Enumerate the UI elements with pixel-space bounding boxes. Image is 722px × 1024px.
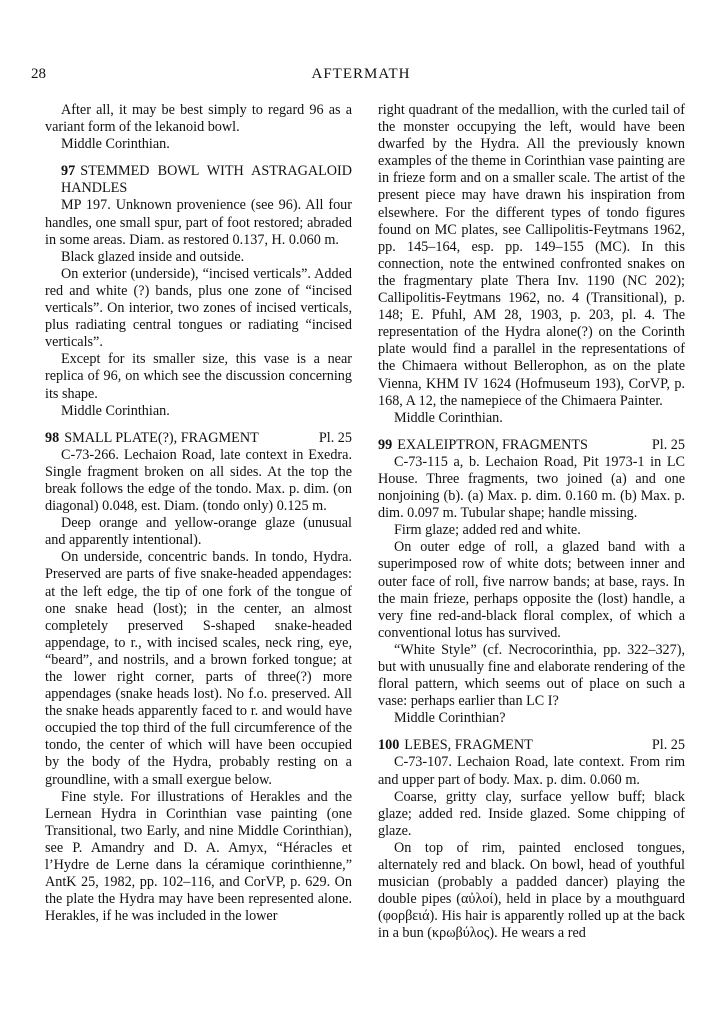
paragraph: Middle Corinthian. xyxy=(61,136,170,153)
paragraph: C-73-115 a, b. Lechaion Road, Pit 1973-1 in LC House. Three fragments, two joined (a) and one nonjoining (b). (a) Max. p. dim. 0.160 m. (b) Max. p. dim. 0.097 m. Tubular shape; handle missing. xyxy=(378,453,685,522)
paragraph: Middle Corinthian. xyxy=(61,402,170,419)
paragraph: Firm glaze; added red and white. xyxy=(394,522,581,539)
entry-number: 100 xyxy=(378,737,400,754)
entry-heading-98 xyxy=(45,430,352,447)
running-title: AFTERMATH xyxy=(311,66,411,82)
paragraph: On outer edge of roll, a glazed band with a superimposed row of white dots; between inner and outer face of roll, five narrow bands; at base, rays. In the main frieze, perhaps opposite the (lost) handle, a very fine red-and-black floral complex, of which a conventional lotus has survived. xyxy=(378,539,685,641)
entry-heading-99 xyxy=(378,437,685,454)
paragraph: “White Style” (cf. Necrocorinthia, pp. 322–327), but with unusually fine and elaborate rendering of the floral pattern, which seems out of place on such a vase: perhaps earlier than LC I? xyxy=(378,641,685,710)
paragraph: Middle Corinthian. xyxy=(394,409,503,426)
right-column xyxy=(378,102,685,943)
entry-title: SMALL PLATE(?), FRAGMENT xyxy=(64,429,259,446)
paragraph: Black glazed inside and outside. xyxy=(61,248,245,265)
entry-number: 99 xyxy=(378,436,393,453)
entry-number: 97 xyxy=(61,163,76,180)
plate-reference: Pl. 25 xyxy=(651,436,685,453)
entry-heading-100 xyxy=(378,737,685,754)
paragraph: MP 197. Unknown provenience (see 96). All four handles, one small spur, part of foot restored; abraded in some areas. Diam. as restored 0.137, H. 0.060 m. xyxy=(45,197,352,248)
page-header xyxy=(0,66,722,90)
entry-title: STEMMED BOWL WITH ASTRAGALOID HANDLES xyxy=(61,163,352,197)
paragraph: Except for its smaller size, this vase is a near replica of 96, on which see the discussion concerning its shape. xyxy=(45,351,352,402)
paragraph: C-73-266. Lechaion Road, late context in Exedra. Single fragment broken on all sides. At the top the break follows the edge of the tondo. Max. p. dim. (on diagonal) 0.048, est. Diam. (tondo only) 0.125 m. xyxy=(45,446,352,515)
left-column xyxy=(45,102,352,925)
paragraph: Middle Corinthian? xyxy=(394,710,506,727)
paragraph: Fine style. For illustrations of Herakles and the Lernean Hydra in Corinthian vase painting (one Transitional, two Early, and nine Middle Corinthian), see P. Amandry and D. A. Amyx, “Héracles et l’Hydre de Lerne dans la céramique corinthienne,” AntK 25, 1982, pp. 102–116, and CorVP, p. 629. On the plate the Hydra may have been represented alone. Herakles, if he was included in the lower xyxy=(45,788,352,925)
paragraph: Coarse, gritty clay, surface yellow buff; black glaze; added red. Inside glazed. Some chipping of glaze. xyxy=(378,788,685,839)
paragraph: On underside, concentric bands. In tondo, Hydra. Preserved are parts of five snake-headed appendages: at the left edge, the tip of one fork of the tongue of one snake head (lost); in the center, an almost completely preserved S-shaped snake-headed appendage, to r., with incised scales, neck ring, eye, “beard”, and nostrils, and a brown forked tongue; at the lower right corner, parts of three(?) more appendages (snake heads lost). No f.o. preserved. All the snake heads apparently faced to r. and would have occupied the top third of the full circumference of the tondo, the center of which will have been occupied by the body of the Hydra, probably resting on a groundline, with a small exergue below. xyxy=(45,549,352,788)
paragraph: Deep orange and yellow-orange glaze (unusual and apparently intentional). xyxy=(45,515,352,549)
plate-reference: Pl. 25 xyxy=(318,429,352,446)
entry-title: EXALEIPTRON, FRAGMENTS xyxy=(397,436,588,453)
entry-title: LEBES, FRAGMENT xyxy=(404,737,533,754)
page-number: 28 xyxy=(31,66,46,82)
paragraph: On top of rim, painted enclosed tongues, alternately red and black. On bowl, head of youthful musician (probably a padded dancer) playing the double pipes (αὐλοί), held in place by a mouthguard (φορβειά). His hair is apparently rolled up at the back in a bun (κρωβύλος). He wears a red xyxy=(378,839,685,942)
entry-number: 98 xyxy=(45,429,60,446)
paragraph: On exterior (underside), “incised verticals”. Added red and white (?) bands, plus one zone of “incised verticals”. On interior, two zones of incised verticals, plus radiating central tongues or radiating “incised verticals”. xyxy=(45,265,352,351)
plate-reference: Pl. 25 xyxy=(651,737,685,754)
paragraph: After all, it may be best simply to regard 96 as a variant form of the lekanoid bowl. xyxy=(45,102,352,136)
paragraph: C-73-107. Lechaion Road, late context. From rim and upper part of body. Max. p. dim. 0.060 m. xyxy=(378,754,685,788)
paragraph: right quadrant of the medallion, with the curled tail of the monster occupying the left, would have been dwarfed by the Hydra. All the previously known examples of the theme in Corinthian vase painting are in frieze form and on a smaller scale. The artist of the present piece may have drawn his inspiration from elsewhere. For the different types of tondo figures found on MC plates, see Callipolitis-Feytmans 1962, pp. 145–164, esp. pp. 149–155 (MC). In this connection, note the entwined confronted snakes on the fragmentary plate Thera Inv. 1190 (NC 202); Callipolitis-Feytmans 1962, no. 4 (Transitional), p. 148; E. Pfuhl, AM 28, 1903, p. 203, pl. 4. The representation of the Hydra alone(?) on the Corinth plate would find a parallel in the representations of the Chimaera without Bellerophon, as on the plate Vienna, KHM IV 1624 (Hofmuseum 193), CorVP, p. 168, A 12, the namepiece of the Chimaera Painter. xyxy=(378,102,685,409)
entry-heading-97 xyxy=(45,163,352,197)
